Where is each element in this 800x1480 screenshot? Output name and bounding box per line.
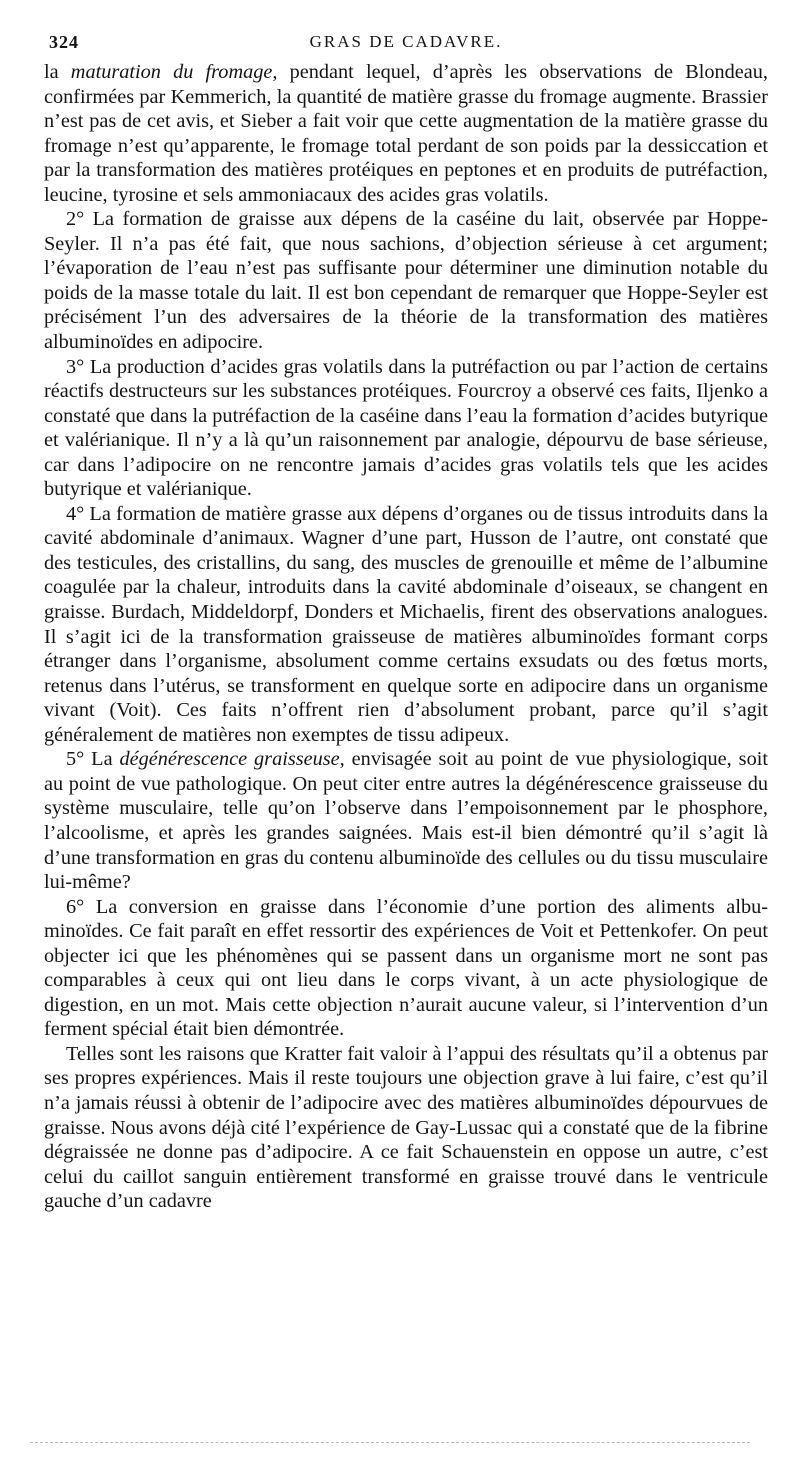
paragraph-4: 4° La formation de matière grasse aux dépens d’organes ou de tissus introduits dans la cavité abdominale d’animaux. Wagner d’une part, Husson de l’autre, ont constaté que des testicules, des cristallins, du sang, des muscles de grenouille et même de l’albumine coagulée par la chaleur, introduits dans la cavité abdominale d’oiseaux, se changent en graisse. Burdach, Middeldorpf, Donders et Michaelis, firent des observations analogues. Il s’agit ici de la transformation graisseuse de matières albuminoïdes formant corps étranger dans l’organisme, absolument comme certains exsudats ou des fœtus morts, retenus dans l’utérus, se transforment en quelque sorte en adipocire dans un organisme vivant (Voit). Ces faits n’offrent rien d’absolument probant, parce qu’il s’agit généralement de matières non exemptes de tissu adipeux.: [44, 502, 768, 746]
italic-term: dégénérescence graisseuse: [119, 748, 340, 771]
paragraph-6: 6° La conversion en graisse dans l’économie d’une portion des aliments albuminoïdes. Ce fait paraît en effet ressortir des expériences de Voit et Pettenkofer. On peut objecter ici que les phénomènes qui se passent dans un organisme mort ne sont pas comparables à ceux qui ont lieu dans le corps vivant, à un acte physiologique de digestion, en un mot. Mais cette objection n’aurait aucune valeur, si l’intervention d’un ferment spécial était bien démontrée.: [44, 895, 768, 1041]
page-number: 324: [49, 32, 79, 52]
italic-term: maturation du fromage: [70, 61, 273, 83]
footer-rule: [30, 1442, 750, 1443]
book-page: [44, 26, 768, 1214]
paragraph-2: 2° La formation de graisse aux dépens de la caséine du lait, observée par Hoppe-Seyler. Il n’a pas été fait, que nous sachions, d’objection sérieuse à cet argument; l’évaporation de l’eau n’est pas suffisante pour déterminer une diminution notable du poids de la masse totale du lait. Il est bon cependant de remarquer que Hoppe-Seyler est précisément l’un des adversaires de la théorie de la transformation des matières albuminoïdes en adipocire.: [44, 208, 768, 354]
paragraph-5: 5° La dégénérescence graisseuse, envisagée soit au point de vue physiologique, soit au point de vue pathologique. On peut citer entre autres la dégénérescence graisseuse du système musculaire, telle qu’on l’observe dans l’empoisonnement par le phosphore, l’alcoolisme, et après les grandes saignées. Mais est-il bien démontré qu’il s’agit là d’une transformation en gras du contenu albuminoïde des cellules ou du tissu musculaire lui-même?: [44, 748, 768, 894]
page-header: [44, 26, 768, 60]
paragraph-kratter: Telles sont les raisons que Kratter fait valoir à l’appui des résultats qu’il a obtenus par ses propres expériences. Mais il reste toujours une objection grave à lui faire, c’est qu’il n’a jamais réussi à obtenir de l’adipocire avec des matières albuminoïdes dépourvues de graisse. Nous avons déjà cité l’expérience de Gay-Lussac qui a constaté que de la fibrine dégraissée ne donne pas d’adipocire. A ce fait Schauenstein en oppose un autre, c’est celui du caillot sanguin entièrement transformé en graisse trouvé dans le ventricule gauche d’un cadavre: [44, 1042, 768, 1213]
paragraph-fromage: la maturation du fromage, pendant lequel, d’après les observations de Blondeau, confirmées par Kemmerich, la quantité de matière grasse du fromage augmente. Brassier n’est pas de cet avis, et Sieber a fait voir que cette augmentation de la matière grasse du fromage n’est qu’apparente, le fromage total perdant de son poids par la dessiccation et par la transformation des matières protéiques en peptones et en produits de putréfaction, leucine, tyrosine et sels ammoniacaux des acides gras volatils.: [44, 61, 768, 206]
running-title: GRAS DE CADAVRE.: [309, 32, 503, 51]
body-text: [44, 60, 768, 1214]
paragraph-3: 3° La production d’acides gras volatils dans la putréfaction ou par l’action de certains réactifs destructeurs sur les substances protéiques. Fourcroy a observé ces faits, Iljenko a constaté que dans la putréfaction de la caséine dans l’eau la formation d’acides butyrique et valérianique. Il n’y a là qu’un raisonnement par analogie, dépourvu de base sérieuse, car dans l’adipocire on ne rencontre jamais d’acides gras volatils tels que les acides butyrique et valérianique.: [44, 355, 768, 501]
